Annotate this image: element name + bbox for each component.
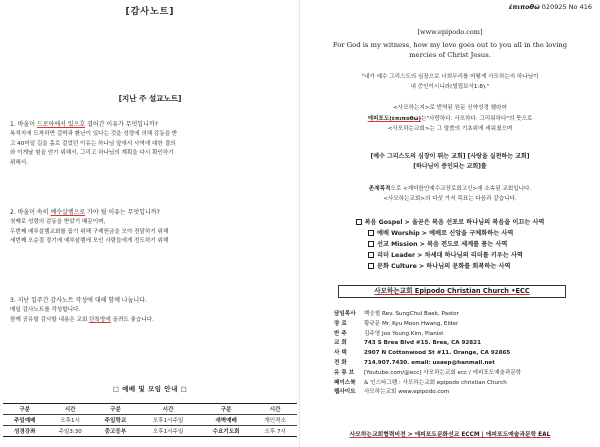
checkbox-icon	[368, 230, 374, 236]
info-value: 714.907.7430. email: usaep@hanmail.net	[364, 359, 495, 366]
meaning-rest: 는"사랑하다. 사모하다. 그리워하다"의 뜻으로	[421, 115, 533, 122]
schedule-cell: 오후 7시	[253, 426, 297, 437]
vision-footer	[300, 429, 600, 438]
schedule-cell: 성경강좌	[3, 426, 47, 437]
info-row	[334, 339, 594, 349]
sermon-notes-title: [지난 주 설교노트]	[118, 94, 182, 103]
answer-1-line: 위해서.	[10, 160, 28, 167]
checkbox-icon	[368, 263, 374, 269]
meaning-word: 에피포도(ἐπιποθῶ)	[367, 115, 422, 122]
question-3-line: 매일 감사노트를 작성합니다.	[10, 306, 81, 313]
question-3-prefix: 함께 공유할 감사할 내용은 교회	[10, 316, 90, 323]
schedule-table	[3, 403, 297, 437]
info-key: 교 회	[334, 340, 347, 347]
church-name: 사모하는교회 Epipodo Christian Church •ECC	[374, 287, 530, 295]
answer-2-line: 세번째 오순절 절기에 예루살렘에 모인 사람들에게 전도하기 위해	[10, 238, 169, 245]
schedule-row	[3, 426, 297, 437]
info-row	[334, 330, 594, 340]
verse-english: For God is my witness, how my love goes out to you all in the loving mercies of Christ Jesus.	[332, 41, 568, 59]
question-2-text	[10, 208, 295, 218]
question-3-highlight: 단톡방에	[89, 316, 111, 323]
question-3-text: 3. 지난 일주간 감사노트 작성에 대해 함께 나눕니다.	[10, 297, 147, 304]
purpose-text: 으로 <재미한인예수교장로회고신>에 소속된 교회입니다.	[390, 186, 532, 192]
info-value: 황규문 Mr. Kyu Moon Hwang, Elder	[364, 320, 459, 327]
info-key: 페이스북	[334, 379, 356, 386]
schedule-row	[3, 415, 297, 426]
info-row	[334, 369, 594, 379]
schedule-header: 시간	[47, 404, 94, 415]
question-2-prefix: 2. 바울이 속히	[10, 209, 51, 216]
verse-korean-line: "내가 예수 그리스도의 심장으로 너희무리를 어떻게 사모하는지 하나님이	[361, 74, 539, 80]
question-1-highlight: 드로아에서 있으호	[36, 121, 86, 128]
schedule-header: 구분	[199, 404, 253, 415]
answer-2-line: 두번째 예루살렘교회를 돕기 위해 구제헌금을 모아 전달하기 위해	[10, 228, 169, 235]
issue-header	[509, 3, 592, 11]
schedule-cell: 개인적소	[253, 415, 297, 426]
info-row	[334, 388, 594, 398]
schedule-header: 시간	[137, 404, 199, 415]
mission-item	[300, 239, 600, 250]
issue-number: 020925 No 416	[541, 3, 592, 11]
schedule-header-row	[3, 404, 297, 415]
mission-item-text: 리더 Leader > 차세대 하나님의 리더를 키우는 사역	[377, 252, 523, 259]
schedule-header: 구분	[3, 404, 47, 415]
schedule-cell: 주일3:30	[47, 426, 94, 437]
checkbox-icon	[356, 219, 362, 225]
vision-footer-text: 사모하는교회협력비전 > 에피포도문화선교 ECCM | 에피포도예술과문학 EAL	[349, 432, 551, 438]
question-1	[10, 120, 295, 169]
info-value: 743 S Brea Blvd #15. Brea, CA 92821	[364, 340, 481, 347]
church-values	[300, 152, 600, 172]
schedule-cell: 수요기도회	[199, 426, 253, 437]
brand-greek: έπιποθώ	[508, 3, 540, 11]
schedule-header: 구분	[94, 404, 138, 415]
mission-head	[300, 217, 600, 228]
mission-item-text: 예배 Worship > 예배로 신앙을 구체화하는 사역	[377, 230, 514, 237]
schedule-cell: 오후1시주일	[137, 415, 199, 426]
church-info	[334, 310, 594, 398]
info-key: 유 튜 브	[334, 369, 355, 376]
answer-1-line: 복적지에 도착하면 걸박과 환난이 있다는 것을 성령에 의해 감동을 받	[10, 130, 178, 137]
question-1-suffix: 결어간 이유가 무엇입니까?	[85, 121, 158, 128]
info-key: 반 주	[334, 330, 347, 337]
church-name-box	[338, 285, 566, 298]
mission-item-text: 문화 Culture > 하나님의 문화를 회복하는 사역	[377, 263, 511, 270]
question-2	[10, 208, 295, 247]
purpose-line: <사모하는교회>의 다섯 가지 목표는 다음과 같습니다.	[383, 196, 517, 203]
info-row	[334, 349, 594, 359]
purpose-line	[318, 184, 582, 194]
info-row	[334, 320, 594, 330]
schedule-title: □ 예배 및 모임 안내 □	[112, 385, 188, 393]
info-key: 전 화	[334, 359, 347, 366]
mission-item	[300, 261, 600, 272]
verse-korean	[300, 72, 600, 92]
question-1-text	[10, 120, 295, 130]
question-2-highlight: 예수살렘으로	[50, 209, 86, 216]
name-meaning	[300, 103, 600, 135]
meaning-line: <사모하는지>로 번역된 원문 신약성경 헬라어	[393, 105, 507, 111]
right-column	[300, 0, 600, 447]
values-line: [예수 그리스도의 심장이 뛰는 교회] [사랑을 실천하는 교회]	[370, 153, 530, 160]
meaning-line: <사모하는교회>는 그 말씀의 기초위에 세워졌으며	[387, 126, 513, 132]
question-1-prefix: 1. 바울이	[10, 121, 37, 128]
social-link[interactable]: & 인스타그램 : 사모하는교회 epipodo christian Church	[364, 379, 507, 386]
info-key: 사 택	[334, 350, 347, 357]
mission-head-text: 복음 Gospel > 올곧은 복음 선포로 하나님의 복음을 이끄는 사역	[364, 219, 545, 226]
purpose-label: 존재목적	[368, 186, 391, 192]
church-purpose	[300, 184, 600, 205]
info-key: 장 로	[334, 320, 347, 327]
mission-item	[300, 228, 600, 239]
answer-1-line: 와 이게날 험을 얻기 위해서, 그리고 하나님의 계획을 다시 확인하기	[10, 150, 174, 157]
checkbox-icon	[368, 252, 374, 258]
schedule-cell: 새벽예배	[199, 415, 253, 426]
schedule-cell: 오후1시	[47, 415, 94, 426]
info-value: 김주영 Joo Young Kim, Pianist	[364, 330, 444, 337]
info-key: 웹사이트	[334, 389, 356, 396]
thanks-note-title: [감사노트]	[125, 7, 175, 17]
values-line: [하나님이 증인되는 교회]를	[413, 163, 487, 171]
schedule-header: 시간	[253, 404, 297, 415]
answer-2-line: 첫째로 성령의 감동을 받았기 때문이며,	[10, 218, 106, 225]
info-key: 담임목사	[334, 311, 356, 317]
schedule-cell: 주일학교	[94, 415, 138, 426]
question-3	[10, 296, 295, 325]
question-2-suffix: 가야 될 이유는 무엇입니까?	[85, 209, 160, 216]
mission-list	[300, 217, 600, 272]
checkbox-icon	[368, 241, 374, 247]
website-link[interactable]: 사모하는교회 www.epipodo.com	[364, 389, 450, 396]
answer-1-line: 고 40미일 길을 홀로 걸었던 이유는 하나님 앞에서 사역에 대한 결의	[10, 140, 176, 147]
mission-item	[300, 250, 600, 261]
info-value: 2907 N Cottonwood St #11. Orange, CA 92865	[364, 350, 511, 357]
meaning-line	[320, 114, 580, 125]
info-value: 백승철 Rev. SungChul Baek, Pastor	[364, 311, 459, 317]
website-url: [www.epipodo.com]	[417, 28, 483, 36]
info-row	[334, 379, 594, 389]
mission-item-text: 선교 Mission > 복음 전도로 세계를 품는 사역	[377, 241, 508, 248]
question-3-suffix: 올려도 좋습니다.	[110, 316, 154, 323]
schedule-cell: 오후1시주일	[137, 426, 199, 437]
schedule-cell: 주일예배	[3, 415, 47, 426]
info-row	[334, 359, 594, 369]
info-row	[334, 310, 594, 320]
verse-korean-line: 내 증인이시니라(빌립보서1:8)."	[410, 84, 490, 90]
schedule-cell: 중고등부	[94, 426, 138, 437]
question-3-line	[10, 316, 295, 326]
youtube-link[interactable]: [Youtube.com/@ecc] 사모하는교회 ecc / 에피포도예술과문학	[364, 369, 522, 376]
